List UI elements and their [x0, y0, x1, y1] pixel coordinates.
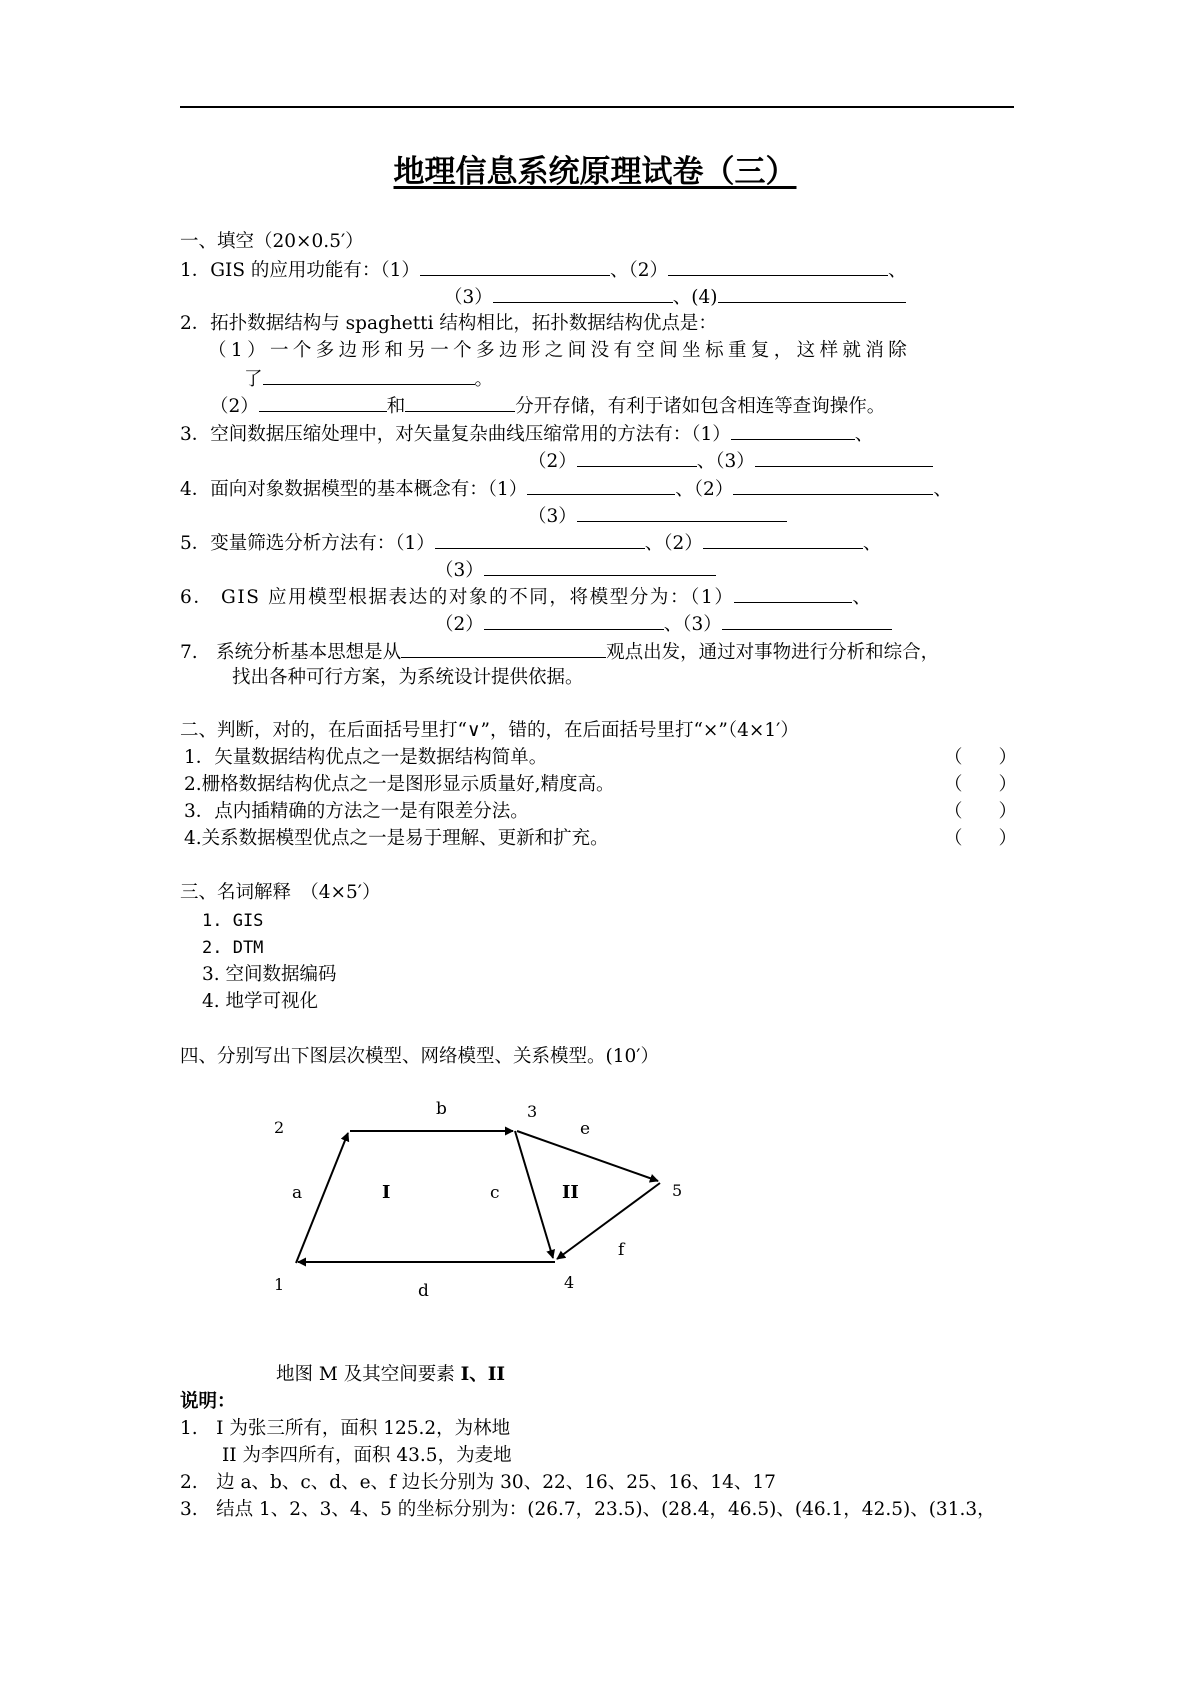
q6-line2: （2） 、（3）	[435, 612, 892, 636]
q2-p1-line2: 了 。	[244, 369, 494, 390]
edge-label-b: b	[436, 1099, 447, 1119]
section4-heading: 四、分别写出下图层次模型、网络模型、关系模型。(10′）	[180, 1046, 659, 1067]
q3-line1: 3．空间数据压缩处理中，对矢量复杂曲线压缩常用的方法有：（1） 、	[180, 424, 874, 445]
term-1: 1. GIS	[202, 911, 264, 931]
answer-paren[interactable]: （ ）	[944, 747, 1018, 768]
answer-paren[interactable]: （ ）	[944, 828, 1018, 849]
edge-c-line	[515, 1131, 553, 1258]
note-1a: 1. I 为张三所有，面积 125.2，为林地	[180, 1418, 511, 1439]
q6-line1: 6． GIS 应用模型根据表达的对象的不同，将模型分为：（1） 、	[180, 587, 873, 608]
node-label-4: 4	[564, 1273, 575, 1292]
edge-a-line	[296, 1133, 348, 1263]
node-label-2: 2	[274, 1118, 285, 1137]
judge-item-2: 2.栅格数据结构优点之一是图形显示质量好,精度高。	[184, 774, 615, 795]
section1-heading: 一、填空（20×0.5′）	[180, 231, 364, 252]
section3-heading: 三、名词解释 （4×5′）	[180, 882, 381, 903]
section2-heading: 二、判断，对的，在后面括号里打“∨”，错的，在后面括号里打“×”（4×1′）	[180, 720, 799, 741]
region-label-I: I	[382, 1182, 391, 1203]
answer-paren[interactable]: （ ）	[944, 801, 1018, 822]
answer-paren[interactable]: （ ）	[944, 774, 1018, 795]
q4-line1: 4．面向对象数据模型的基本概念有：（1） 、（2） 、	[180, 479, 952, 500]
page-title: 地理信息系统原理试卷（三）	[393, 154, 797, 190]
note-3: 3. 结点 1、2、3、4、5 的坐标分别为：(26.7，23.5)、(28.4，46.5)、(46.1，42.5)、(31.3，	[180, 1499, 996, 1520]
diagram-caption: 地图 M 及其空间要素 I、II	[276, 1364, 506, 1385]
q5-line1: 5．变量筛选分析方法有：（1） 、（2） 、	[180, 533, 882, 554]
q2-p2: （2） 和 分开存储，有利于诸如包含相连等查询操作。	[210, 396, 886, 417]
node-label-1: 1	[274, 1275, 285, 1294]
q7-line2: 找出各种可行方案，为系统设计提供依据。	[232, 667, 584, 688]
edge-label-a: a	[292, 1183, 303, 1203]
q5-line2: （3）	[435, 558, 716, 582]
judge-item-4: 4.关系数据模型优点之一是易于理解、更新和扩充。	[184, 828, 609, 849]
node-label-3: 3	[527, 1102, 538, 1121]
edge-label-f: f	[618, 1240, 625, 1260]
region-label-II: II	[562, 1182, 579, 1203]
node-label-5: 5	[672, 1181, 683, 1200]
q1-line1: 1．GIS 的应用功能有：（1） 、（2） 、	[180, 260, 907, 281]
q4-line2: （3）	[528, 504, 787, 528]
note-1b: II 为李四所有，面积 43.5，为麦地	[222, 1445, 512, 1466]
q7-line1: 7. 系统分析基本思想是从 观点出发，通过对事物进行分析和综合，	[180, 642, 940, 663]
judge-item-3: 3．点内插精确的方法之一是有限差分法。	[184, 801, 529, 822]
edge-label-e: e	[580, 1119, 591, 1139]
q2-p1: （1）一个多边形和另一个多边形之间没有空间坐标重复，这样就消除	[208, 340, 912, 361]
q3-line2: （2） 、（3）	[528, 449, 933, 473]
notes-heading: 说明：	[180, 1391, 236, 1412]
term-3: 3. 空间数据编码	[202, 964, 337, 985]
note-2: 2. 边 a、b、c、d、e、f 边长分别为 30、22、16、25、16、14、17	[180, 1472, 776, 1493]
q1-line2: （3） 、(4)	[444, 285, 906, 309]
edge-label-c: c	[490, 1183, 500, 1203]
q2-line1: 2．拓扑数据结构与 spaghetti 结构相比，拓扑数据结构优点是：	[180, 313, 717, 334]
term-2: 2. DTM	[202, 938, 264, 958]
term-4: 4. 地学可视化	[202, 991, 319, 1012]
edge-label-d: d	[418, 1281, 429, 1301]
judge-item-1: 1．矢量数据结构优点之一是数据结构简单。	[184, 747, 548, 768]
